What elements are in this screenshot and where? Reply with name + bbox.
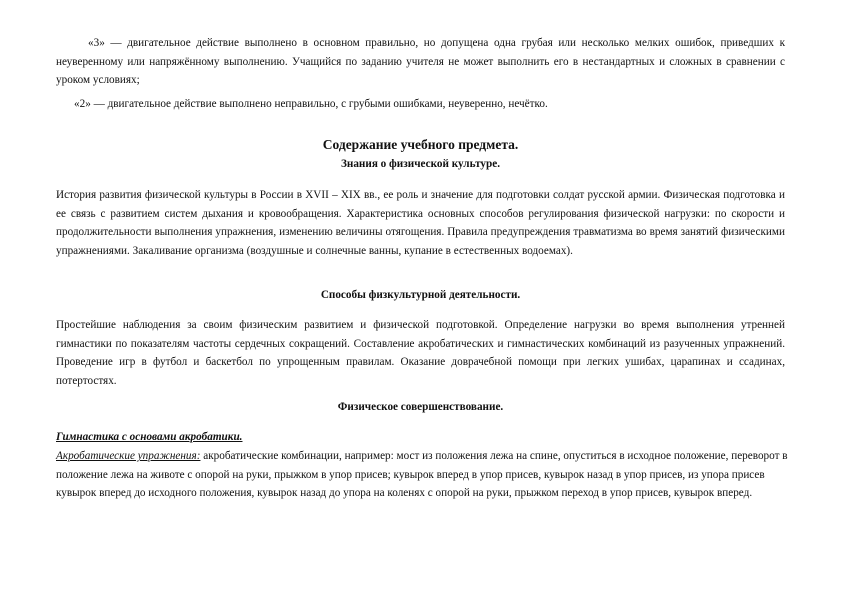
- grade-3-paragraph: «3» — двигательное действие выполнено в основном правильно, но допущена одна грубая или несколько мелких ошибок, приведших к неуверенному или напряжённому выполнению. Учащийся по заданию учителя не может выполнить его в нестандартных и сложных в сравнении с уроком условиях;: [56, 37, 785, 86]
- grade-2-paragraph: «2» — двигательное действие выполнено неправильно, с грубыми ошибками, неуверенно, нечётко.: [74, 98, 548, 110]
- methods-paragraph: Простейшие наблюдения за своим физическим развитием и физической подготовкой. Определение нагрузки во время выполнения утренней гимнастики по показателям частоты сердечных сокращений. Составление акробатических и гимнастических комбинаций из разученных упражнений. Проведение игр в футбол и баскетбол по упрощенным правилам. Оказание доврачебной помощи при легких ушибах, царапинах и ссадинах, потертостях.: [56, 319, 785, 387]
- page-title: Содержание учебного предмета.: [322, 137, 519, 152]
- acrobatics-label: Акробатические упражнения:: [56, 450, 201, 462]
- methods-heading: Способы физкультурной деятельности.: [320, 289, 521, 301]
- knowledge-heading: Знания о физической культуре.: [340, 158, 500, 170]
- knowledge-paragraph: История развития физической культуры в России в XVII – XIX вв., ее роль и значение для подготовки солдат русской армии. Физическая подготовка и ее связь с развитием систем дыхания и кровообращения. Характеристика основных способов регулирования физической нагрузки: по скорости и продолжительности выполнения упражнения, изменению величины отягощения. Правила предупреждения травматизма во время занятий физическими упражнениями. Закаливание организма (воздушные и солнечные ванны, купание в естественных водоемах).: [56, 189, 785, 257]
- acrobatics-text: акробатические комбинации, например: мост из положения лежа на спине, опуститься в исходное положение, переворот в положение лежа на животе с опорой на руки, прыжком в упор присев; кувырок вперед в упор присев, кувырок назад в упор присев, из упора присев кувырок вперед до исходного положения, кувырок назад до упора на коленях с опорой на руки, прыжком переход в упор присев, кувырок вперед.: [56, 450, 788, 499]
- gymnastics-heading-text: Гимнастика с основами акробатики.: [56, 431, 243, 443]
- improvement-heading: Физическое совершенствование.: [337, 401, 504, 413]
- acrobatics-paragraph: [56, 447, 791, 503]
- gymnastics-heading: [56, 428, 785, 447]
